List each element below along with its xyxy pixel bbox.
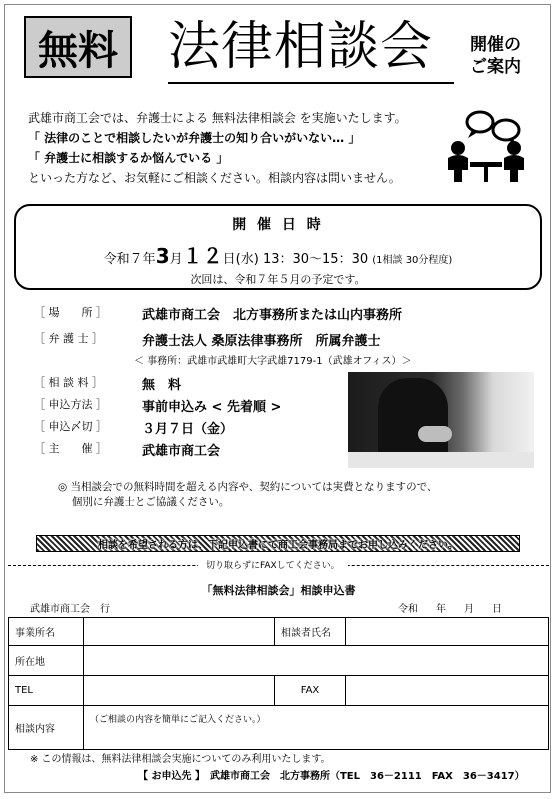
date-time: 13：30～15：30 <box>262 252 369 267</box>
info-value: ３月７日（金） <box>142 422 234 437</box>
form-date-era: 令和 <box>398 604 418 615</box>
intro-text <box>28 108 498 188</box>
intro-line: 武雄市商工会では、弁護士による 無料法律相談会 を実施いたします。 <box>28 111 407 125</box>
application-form <box>8 617 549 750</box>
notice-line: 個別に弁護士とご協議ください。 <box>58 496 230 508</box>
info-row-lawyer <box>34 330 454 350</box>
date-line <box>16 240 540 269</box>
content-hint: （ご相談の内容を簡単にご記入ください。） <box>90 715 266 725</box>
info-value: 武雄市商工会 <box>142 444 221 459</box>
free-badge: 無料 <box>24 16 132 78</box>
photo-desk <box>348 452 534 468</box>
title-underline <box>168 82 454 84</box>
fax-field[interactable] <box>346 676 549 706</box>
info-row-office <box>34 352 454 372</box>
lawyer-photo <box>348 372 534 468</box>
header <box>0 0 557 92</box>
intro-line: といった方など、お気軽にご相談ください。相談内容は問いません。 <box>28 171 401 185</box>
address-field[interactable] <box>84 646 549 676</box>
announcement-label <box>470 34 540 78</box>
form-date-year: 年 <box>436 604 446 615</box>
tel-label: TEL <box>9 676 84 706</box>
content-field[interactable] <box>84 706 549 750</box>
page-title: 法律相談会 <box>168 17 434 77</box>
applicant-name-field[interactable] <box>346 618 549 646</box>
content-label: 相談内容 <box>9 706 84 750</box>
date-month-unit: 月 <box>169 252 183 267</box>
info-key: ［ 主 催 ］ <box>34 442 107 455</box>
address-label: 所在地 <box>9 646 84 676</box>
form-title: 「無料法律相談会」相談申込書 <box>201 584 356 597</box>
cost-notice <box>58 480 518 510</box>
tel-field[interactable] <box>84 676 275 706</box>
form-date <box>398 600 520 615</box>
info-value: 武雄市商工会 北方事務所または山内事務所 <box>142 308 403 323</box>
photo-hand <box>418 426 452 442</box>
fax-label: FAX <box>275 676 346 706</box>
info-key: ［ 相 談 料 ］ <box>34 376 103 389</box>
privacy-note: ※ この情報は、無料法律相談会実施についてのみ利用いたします。 <box>30 754 331 765</box>
date-day-unit: 日 <box>222 252 236 267</box>
info-key: ［ 弁 護 士 ］ <box>34 332 103 345</box>
info-value: 無 料 <box>142 378 182 393</box>
event-date-box <box>14 204 542 290</box>
form-row-phone <box>9 676 549 706</box>
date-month: 3 <box>155 244 170 268</box>
applicant-name-label: 相談者氏名 <box>275 618 346 646</box>
announcement-line-2: ご案内 <box>470 57 521 77</box>
info-key: ［ 申込〆切 ］ <box>34 420 107 433</box>
next-event-note: 次回は、令和７年５月の予定です。 <box>190 273 366 286</box>
form-row-address <box>9 646 549 676</box>
application-banner-text: 相談を希望される方は、下記申込書にて商工会事務局までお申し込みください。 <box>98 540 458 551</box>
form-recipient: 武雄市商工会 行 <box>30 604 110 615</box>
business-name-label: 事業所名 <box>9 618 84 646</box>
contact-info: 【 お申込先 】 武雄市商工会 北方事務所（TEL 36－2111 FAX 36－3417） <box>138 771 525 782</box>
form-date-day: 日 <box>492 604 502 615</box>
office-address: ＜ 事務所：武雄市武雄町大字武雄7179-1（武雄オフィス）＞ <box>134 356 412 367</box>
business-name-field[interactable] <box>84 618 275 646</box>
info-key: ［ 場 所 ］ <box>34 306 107 319</box>
intro-quote: 「 法律のことで相談したいが弁護士の知り合いがいない… 」 <box>28 131 361 145</box>
cut-instruction: 切り取らずにFAXしてください。 <box>198 558 348 571</box>
form-date-month: 月 <box>464 604 474 615</box>
info-value: 事前申込み < 先着順 > <box>142 400 282 415</box>
announcement-line-1: 開催の <box>470 35 521 55</box>
info-value: 弁護士法人 桑原法律事務所 所属弁護士 <box>142 334 381 349</box>
date-duration: (1相談 30分程度) <box>372 255 453 266</box>
info-key: ［ 申込方法 ］ <box>34 398 107 411</box>
consultation-icon <box>440 108 530 188</box>
date-weekday: (水) <box>235 252 259 267</box>
form-row-content <box>9 706 549 750</box>
date-era: 令和７年 <box>103 252 156 267</box>
notice-line: ◎ 当相談会での無料時間を超える内容や、契約については実費となりますので、 <box>58 481 438 493</box>
form-row-names <box>9 618 549 646</box>
application-banner <box>36 535 520 552</box>
intro-quote: 「 弁護士に相談するか悩んでいる 」 <box>28 151 229 165</box>
date-day: １２ <box>182 244 223 268</box>
date-label: 開 催 日 時 <box>232 217 324 233</box>
info-row-location <box>34 304 454 324</box>
